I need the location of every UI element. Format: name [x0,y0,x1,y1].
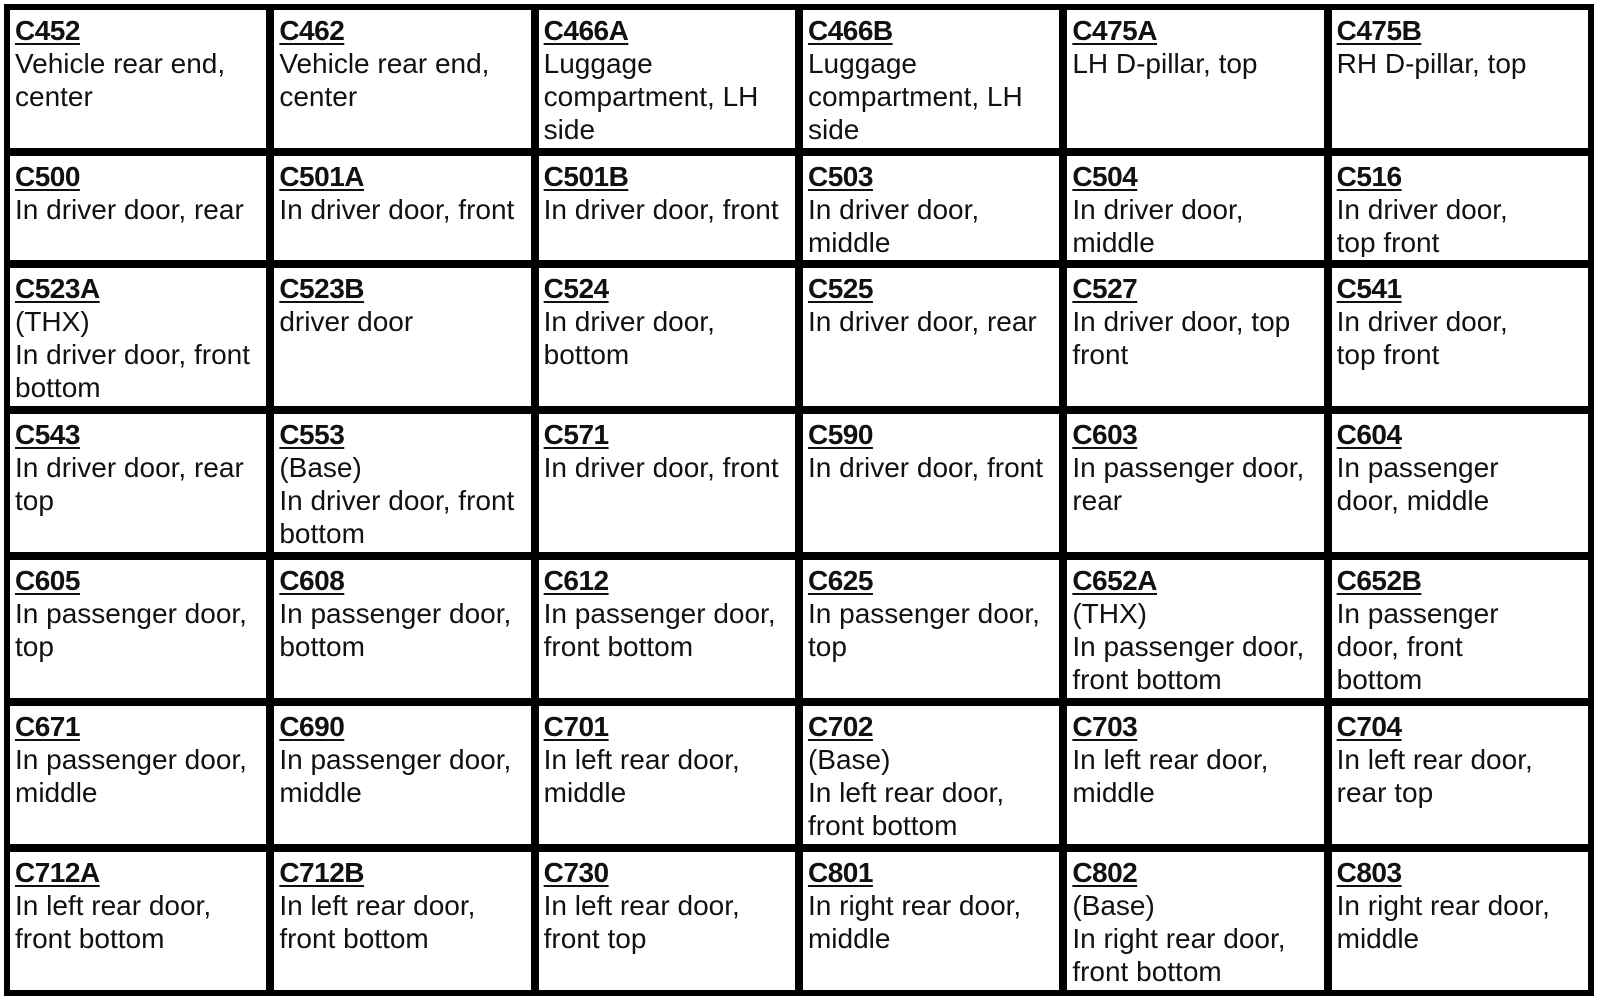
connector-cell [1330,412,1590,554]
connector-code-link[interactable]: C608 [279,565,345,597]
connector-code-link[interactable]: C525 [807,273,873,305]
connector-cell [272,266,532,408]
connector-cell [537,850,797,992]
connector-location-text: In left rear door, front top [543,890,740,954]
connector-code-link[interactable]: C702 [807,711,873,743]
connector-location-text: (Base) In right rear door, front bottom [1072,890,1286,987]
connector-code-link[interactable]: C690 [279,711,345,743]
connector-location-text: driver door [279,306,414,338]
connector-cell [537,558,797,700]
connector-code-link[interactable]: C801 [807,857,873,888]
connector-code-link[interactable]: C501B [543,160,629,192]
connector-cell [8,412,268,554]
connector-code-link[interactable]: C475B [1336,15,1422,46]
connector-code-link[interactable]: C652B [1336,565,1422,597]
connector-location-text: In right rear door, middle [1336,890,1550,954]
connector-location-text: In driver door, top front [1072,306,1291,371]
connector-location-text: Luggage compartment, LH side [543,48,759,145]
connector-cell [272,704,532,846]
connector-location-text: RH D-pillar, top [1336,48,1527,79]
connector-cell [1065,412,1325,554]
connector-location-text: In driver door, bottom [543,306,715,371]
connector-location-text: In left rear door, front bottom [279,890,476,954]
connector-cell [801,154,1061,262]
connector-cell [1065,558,1325,700]
connector-location-text: In driver door, rear top [15,452,244,517]
connector-cell [801,558,1061,700]
connector-location-text: (THX) In passenger door, front bottom [1072,598,1305,696]
connector-code-link[interactable]: C612 [543,565,609,597]
connector-cell [272,8,532,150]
connector-location-text: In driver door, front [543,193,779,225]
connector-cell [537,8,797,150]
connector-cell [8,154,268,262]
connector-location-text: In driver door, middle [1072,193,1244,258]
connector-code-link[interactable]: C553 [279,419,345,451]
connector-code-link[interactable]: C503 [807,160,873,192]
connector-location-text: In passenger door, top [15,598,247,663]
connector-cell [1065,266,1325,408]
connector-location-text: In passenger door, rear [1072,452,1305,517]
connector-code-link[interactable]: C523A [15,273,100,305]
connector-code-link[interactable]: C703 [1072,711,1138,743]
connector-code-link[interactable]: C603 [1072,419,1138,451]
connector-cell [1065,704,1325,846]
connector-location-text: In driver door, middle [807,193,980,258]
connector-cell [801,8,1061,150]
connector-code-link[interactable]: C571 [543,419,609,451]
connector-code-link[interactable]: C671 [15,711,80,743]
connector-location-text: In driver door, top front [1336,306,1508,371]
connector-code-link[interactable]: C524 [543,273,609,305]
connector-code-link[interactable]: C590 [807,419,873,451]
connector-cell [537,704,797,846]
connector-code-link[interactable]: C803 [1336,857,1402,888]
connector-code-link[interactable]: C452 [15,15,80,46]
connector-code-link[interactable]: C712A [15,857,100,888]
connector-location-text: In driver door, top front [1336,193,1508,258]
connector-code-link[interactable]: C462 [279,15,345,46]
connector-location-text: LH D-pillar, top [1072,48,1258,79]
connector-cell [537,154,797,262]
connector-code-link[interactable]: C466A [543,15,629,46]
connector-location-text: In driver door, front [279,193,515,225]
connector-location-text: In passenger door, middle [1336,452,1499,517]
connector-code-link[interactable]: C802 [1072,857,1138,888]
connector-location-text: In left rear door, middle [1072,744,1269,809]
connector-cell [801,412,1061,554]
connector-cell [272,558,532,700]
connector-location-text: In passenger door, top [807,598,1040,663]
connector-code-link[interactable]: C475A [1072,15,1157,46]
connector-cell [1330,266,1590,408]
connector-location-table [4,4,1594,996]
connector-cell [801,266,1061,408]
connector-code-link[interactable]: C543 [15,419,80,451]
connector-cell [272,850,532,992]
table-body [8,8,1590,992]
connector-code-link[interactable]: C712B [279,857,364,888]
connector-location-text: (Base) In driver door, front bottom [279,452,515,550]
connector-code-link[interactable]: C523B [279,273,364,305]
table-row [8,850,1590,992]
table-row [8,704,1590,846]
connector-cell [1330,704,1590,846]
connector-cell [1065,8,1325,150]
connector-location-text: In driver door, front [807,452,1043,484]
connector-location-text: In left rear door, middle [543,744,740,809]
connector-location-text: (THX) In driver door, front bottom [15,306,251,404]
connector-location-text: In passenger door, middle [279,744,512,809]
connector-code-link[interactable]: C730 [543,857,609,888]
connector-code-link[interactable]: C504 [1072,160,1138,192]
connector-cell [1330,8,1590,150]
connector-location-text: In passenger door, front bottom [1336,598,1499,696]
connector-cell [801,850,1061,992]
connector-location-text: In driver door, rear [15,193,244,225]
connector-location-text: Vehicle rear end, center [279,48,490,112]
connector-cell [8,266,268,408]
table-row [8,266,1590,408]
connector-location-text: In driver door, front [543,452,779,484]
connector-location-text: Luggage compartment, LH side [807,48,1023,145]
connector-code-link[interactable]: C604 [1336,419,1402,451]
connector-code-link[interactable]: C527 [1072,273,1138,305]
connector-code-link[interactable]: C466B [807,15,893,46]
connector-code-link[interactable]: C701 [543,711,609,743]
connector-cell [8,850,268,992]
connector-location-text: In left rear door, front bottom [15,890,212,954]
connector-cell [8,704,268,846]
connector-location-text: In left rear door, rear top [1336,744,1533,809]
table-row [8,154,1590,262]
connector-location-text: In passenger door, bottom [279,598,512,663]
connector-cell [272,412,532,554]
connector-location-text: Vehicle rear end, center [15,48,226,112]
table-row [8,8,1590,150]
connector-cell [8,558,268,700]
connector-cell [537,412,797,554]
table-row [8,412,1590,554]
connector-code-link[interactable]: C652A [1072,565,1157,597]
connector-code-link[interactable]: C704 [1336,711,1402,743]
connector-code-link[interactable]: C625 [807,565,873,597]
connector-location-text: In passenger door, front bottom [543,598,776,663]
connector-code-link[interactable]: C605 [15,565,80,597]
connector-code-link[interactable]: C501A [279,160,364,192]
connector-cell [272,154,532,262]
connector-location-text: In passenger door, middle [15,744,247,809]
connector-code-link[interactable]: C541 [1336,273,1402,305]
table-row [8,558,1590,700]
connector-cell [1330,154,1590,262]
connector-code-link[interactable]: C516 [1336,160,1402,192]
connector-location-text: (Base) In left rear door, front bottom [807,744,1005,842]
connector-cell [8,8,268,150]
connector-cell [1330,850,1590,992]
connector-code-link[interactable]: C500 [15,160,80,192]
connector-location-text: In driver door, rear [807,306,1037,338]
connector-cell [801,704,1061,846]
connector-cell [1330,558,1590,700]
connector-cell [537,266,797,408]
connector-cell [1065,154,1325,262]
connector-cell [1065,850,1325,992]
connector-location-text: In right rear door, middle [807,890,1022,954]
